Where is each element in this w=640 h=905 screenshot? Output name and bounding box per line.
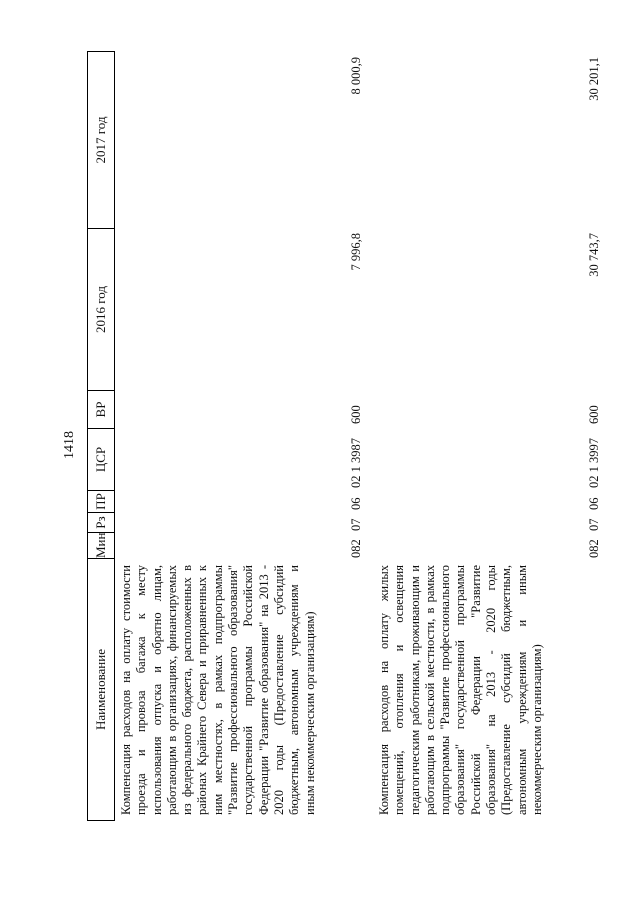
table-row xyxy=(119,51,364,821)
page-number: 1418 xyxy=(62,431,77,459)
header-2017: 2017 год xyxy=(93,116,108,164)
header-pr: ПР xyxy=(88,490,114,512)
row-vr: 600 xyxy=(587,405,601,424)
header-2016: 2016 год xyxy=(88,228,114,390)
row-min: 082 xyxy=(587,539,601,558)
row-pr: 06 xyxy=(349,497,363,510)
header-name: Наименование xyxy=(88,558,114,820)
row-value-2016: 30 743,7 xyxy=(587,233,601,277)
row-min: 082 xyxy=(349,539,363,558)
header-csr: ЦСР xyxy=(88,428,114,490)
header-vr: ВР xyxy=(88,390,114,428)
row-value-2017: 30 201,1 xyxy=(587,57,601,101)
row-rz: 07 xyxy=(587,518,601,531)
table-header xyxy=(87,51,115,821)
header-min: Мин xyxy=(88,532,114,558)
row-csr: 02 1 3997 xyxy=(587,438,601,488)
row-vr: 600 xyxy=(349,405,363,424)
row-csr: 02 1 3987 xyxy=(349,438,363,488)
row-description: Компенсация расходов на оплату жилых помещений, отопления и освещения педагогическим работникам, проживающим и работающим в сельской местности, в рамках подпрограммы "Развитие профессионального образования" государственной программы Российской Федерации "Развитие образования" на 2013 - 2020 годы (Предоставление субсидий бюджетным, автономным учреждениям и иным некоммерческим организациям) xyxy=(377,565,544,815)
header-rz: Рз xyxy=(88,512,114,532)
row-description: Компенсация расходов на оплату стоимости проезда и провоза багажа к месту использования отпуска и обратно лицам, работающим в организациях, финансируемых из федерального бюджета, расположенных в районах Крайнего Севера и приравненных к ним местностях, в рамках подпрограммы "Развитие профессионального образования" государственной программы Российской Федерации "Развитие образования" на 2013 - 2020 годы (Предоставление субсидий бюджетным, автономным учреждениям и иным некоммерческим организациям) xyxy=(119,565,317,815)
table-row xyxy=(377,51,602,821)
row-value-2017: 8 000,9 xyxy=(349,57,363,95)
row-rz: 07 xyxy=(349,518,363,531)
budget-table xyxy=(87,51,607,821)
row-pr: 06 xyxy=(587,497,601,510)
row-value-2016: 7 996,8 xyxy=(349,233,363,271)
